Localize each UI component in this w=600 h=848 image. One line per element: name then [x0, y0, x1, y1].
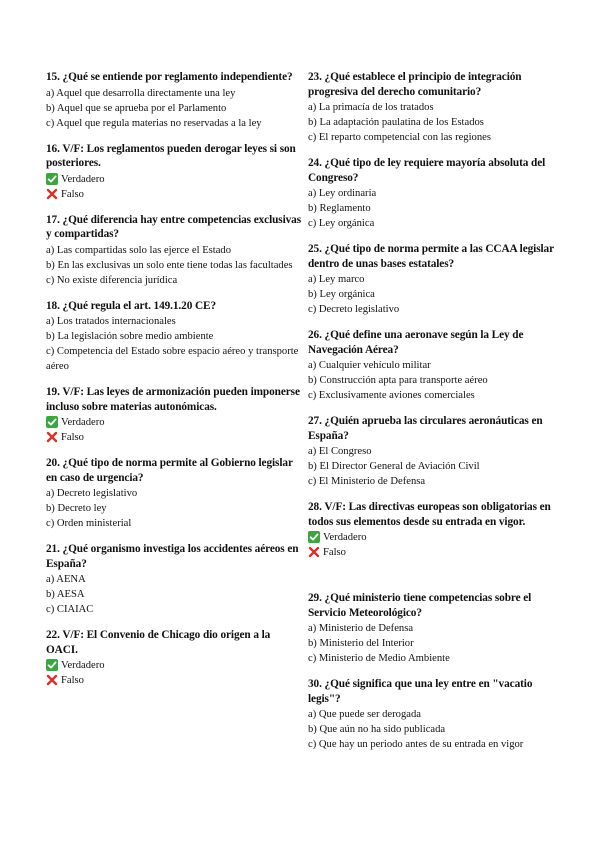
answer-option: [308, 287, 560, 302]
question-block: [46, 456, 304, 531]
answer-option: [308, 388, 560, 403]
answer-option: [46, 329, 304, 344]
answer-option: [308, 444, 560, 459]
answer-option: [308, 459, 560, 474]
answer-option: [46, 314, 304, 329]
question-title: 22. V/F: El Convenio de Chicago dio origen a la OACI.: [46, 629, 271, 656]
answer-text: Falso: [61, 188, 84, 200]
question-block: [46, 213, 304, 288]
answer-text: b) Ley orgánica: [308, 289, 375, 300]
answer-option: [308, 216, 560, 231]
answer-text: c) Orden ministerial: [46, 518, 132, 529]
answer-option: [46, 101, 304, 116]
cross-icon: [46, 188, 58, 200]
answer-option: [308, 474, 560, 489]
answer-text: c) No existe diferencia jurídica: [46, 274, 178, 286]
answer-option: [308, 115, 560, 130]
answer-text: c) El reparto competencial con las regiones: [308, 132, 491, 143]
question-title: 25. ¿Qué tipo de norma permite a las CCAA legislar dentro de unas bases estatales?: [308, 243, 554, 270]
blank-space: [308, 571, 560, 591]
answer-option: [308, 201, 560, 216]
answer-option: [308, 100, 560, 115]
question-block: [308, 591, 560, 666]
answer-text: Verdadero: [61, 417, 105, 428]
question-title: 16. V/F: Los reglamentos pueden derogar leyes si son posteriores.: [46, 142, 296, 169]
cross-icon: [46, 674, 58, 686]
answer-text: a) Decreto legislativo: [46, 488, 138, 499]
answer-text: a) Que puede ser derogada: [308, 709, 421, 720]
check-icon: [46, 416, 58, 428]
answer-option: [308, 530, 560, 545]
check-icon: [46, 173, 58, 185]
answer-text: b) En las exclusivas un solo ente tiene todas las facultades: [46, 259, 293, 271]
question-block: [46, 70, 304, 131]
answer-option: [46, 602, 304, 617]
answer-text: Verdadero: [323, 532, 367, 543]
answer-option: [308, 545, 560, 560]
answer-option: [46, 172, 304, 187]
answer-text: b) Que aún no ha sido publicada: [308, 724, 446, 735]
answer-option: [46, 187, 304, 202]
answer-text: c) CIAIAC: [46, 604, 94, 615]
answer-text: Verdadero: [61, 660, 105, 671]
answer-option: [308, 707, 560, 722]
question-block: [46, 385, 304, 445]
answer-text: Falso: [323, 547, 346, 558]
answer-text: c) Exclusivamente aviones comerciales: [308, 390, 475, 401]
question-block: [308, 677, 560, 752]
answer-option: [46, 501, 304, 516]
question-title: 27. ¿Quién aprueba las circulares aeronáuticas en España?: [308, 415, 543, 442]
answer-text: c) Competencia del Estado sobre espacio aéreo y transporte aéreo: [46, 346, 299, 372]
answer-text: b) Reglamento: [308, 203, 371, 214]
question-block: [46, 542, 304, 617]
question-block: [308, 156, 560, 231]
question-title: 26. ¿Qué define una aeronave según la Ley de Navegación Aérea?: [308, 329, 524, 356]
cross-icon: [46, 431, 58, 443]
answer-option: [46, 430, 304, 445]
answer-text: b) Ministerio del Interior: [308, 638, 414, 649]
answer-text: a) AENA: [46, 574, 86, 585]
answer-option: [308, 636, 560, 651]
answer-option: [46, 258, 304, 273]
answer-option: [308, 302, 560, 317]
question-title: 17. ¿Qué diferencia hay entre competencias exclusivas y compartidas?: [46, 213, 302, 240]
answer-text: b) AESA: [46, 589, 85, 600]
cross-icon: [308, 546, 320, 558]
answer-text: b) El Director General de Aviación Civil: [308, 461, 480, 472]
question-title: 24. ¿Qué tipo de ley requiere mayoría absoluta del Congreso?: [308, 157, 546, 184]
question-title: 15. ¿Qué se entiende por reglamento independiente?: [46, 71, 293, 83]
answer-text: a) Ministerio de Defensa: [308, 623, 414, 634]
check-icon: [308, 531, 320, 543]
question-title: 18. ¿Qué regula el art. 149.1.20 CE?: [46, 299, 217, 312]
question-title: 23. ¿Qué establece el principio de integración progresiva del derecho comunitario?: [308, 71, 522, 98]
question-title: 28. V/F: Las directivas europeas son obligatorias en todos sus elementos desde su entrada en vigor.: [308, 501, 551, 528]
question-block: [46, 142, 304, 202]
question-block: [46, 299, 304, 375]
answer-text: Falso: [61, 675, 84, 686]
question-block: [308, 242, 560, 317]
answer-option: [46, 572, 304, 587]
right-column: [308, 70, 560, 763]
question-title: 19. V/F: Las leyes de armonización pueden imponerse incluso sobre materias autonómicas.: [46, 386, 300, 413]
question-title: 20. ¿Qué tipo de norma permite al Gobierno legislar en caso de urgencia?: [46, 457, 293, 484]
answer-text: a) Ley ordinaria: [308, 188, 377, 199]
answer-option: [46, 415, 304, 430]
question-block: [308, 70, 560, 145]
left-column: [46, 70, 304, 699]
answer-option: [46, 516, 304, 531]
answer-text: c) Ley orgánica: [308, 218, 375, 229]
check-icon: [46, 659, 58, 671]
answer-option: [46, 658, 304, 673]
answer-text: c) Decreto legislativo: [308, 304, 400, 315]
answer-text: b) La legislación sobre medio ambiente: [46, 331, 214, 342]
answer-text: c) Aquel que regula materias no reservadas a la ley: [46, 117, 262, 129]
answer-option: [46, 116, 304, 131]
answer-option: [46, 486, 304, 501]
answer-text: b) Decreto ley: [46, 503, 107, 514]
answer-option: [46, 587, 304, 602]
answer-text: a) El Congreso: [308, 446, 372, 457]
answer-text: c) Ministerio de Medio Ambiente: [308, 653, 450, 664]
answer-option: [46, 273, 304, 288]
answer-option: [308, 358, 560, 373]
answer-option: [46, 243, 304, 258]
answer-option: [308, 272, 560, 287]
answer-text: a) Aquel que desarrolla directamente una ley: [46, 87, 236, 99]
answer-text: a) Los tratados internacionales: [46, 316, 176, 327]
answer-text: b) Construcción apta para transporte aéreo: [308, 375, 488, 386]
answer-text: c) El Ministerio de Defensa: [308, 476, 426, 487]
answer-option: [46, 673, 304, 688]
answer-text: a) Ley marco: [308, 274, 365, 285]
answer-text: a) Cualquier vehículo militar: [308, 360, 431, 371]
answer-option: [308, 621, 560, 636]
answer-option: [308, 130, 560, 145]
answer-text: Verdadero: [61, 173, 105, 185]
answer-option: [308, 186, 560, 201]
answer-option: [308, 737, 560, 752]
question-block: [46, 628, 304, 688]
question-title: 21. ¿Qué organismo investiga los accidentes aéreos en España?: [46, 543, 299, 570]
answer-text: a) Las compartidas solo las ejerce el Estado: [46, 244, 232, 256]
question-block: [308, 328, 560, 403]
answer-option: [308, 373, 560, 388]
answer-text: a) La primacía de los tratados: [308, 102, 434, 113]
answer-option: [308, 651, 560, 666]
question-title: 29. ¿Qué ministerio tiene competencias sobre el Servicio Meteorológico?: [308, 592, 532, 619]
question-block: [308, 414, 560, 489]
question-block: [308, 500, 560, 560]
answer-text: b) La adaptación paulatina de los Estados: [308, 117, 484, 128]
answer-option: [308, 722, 560, 737]
answer-option: [46, 86, 304, 101]
question-title: 30. ¿Qué significa que una ley entre en "vacatio legis"?: [308, 678, 533, 705]
answer-text: b) Aquel que se aprueba por el Parlamento: [46, 102, 227, 114]
answer-text: Falso: [61, 432, 84, 443]
answer-text: c) Que hay un periodo antes de su entrada en vigor: [308, 739, 524, 750]
answer-option: [46, 344, 304, 374]
